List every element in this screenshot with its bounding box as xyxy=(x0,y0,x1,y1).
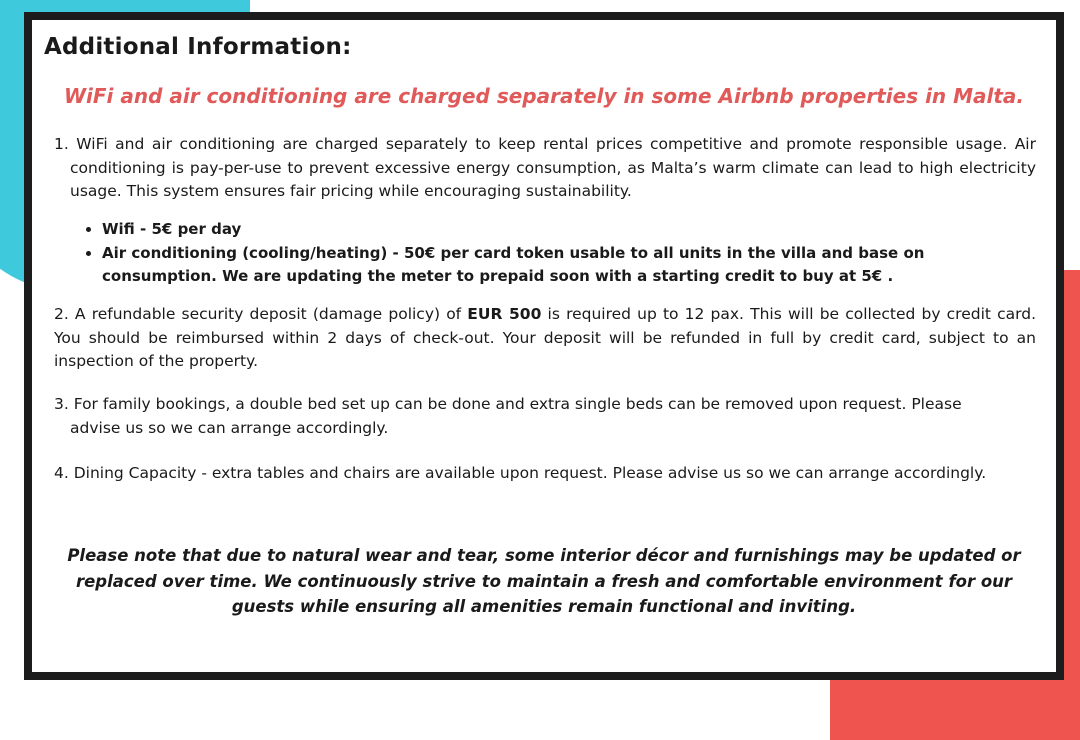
charges-list xyxy=(82,218,1032,289)
wifi-ac-item: 1. WiFi and air conditioning are charged separately to keep rental prices competitive and promote responsible usage. Air conditioning is pay-per-use to prevent excessive energy consumption, as Malta’s warm climate can lead to high electricity usage. This system ensures fair pricing while encouraging sustainability. xyxy=(54,135,1036,200)
deposit-text-start: 2. A refundable security deposit (damage policy) of xyxy=(54,305,468,323)
deposit-amount: EUR 500 xyxy=(467,305,542,323)
deposit-text-end: is required up to 12 pax. This will be collected by credit card. You should be reimbursed within 2 days of check-out. Your deposit will be refunded in full by credit card, subject to an inspection of the property. xyxy=(54,305,1037,370)
dining-capacity-item: 4. Dining Capacity - extra tables and chairs are available upon request. Please advise us so we can arrange accordingly. xyxy=(54,464,987,482)
highlight-subtitle: WiFi and air conditioning are charged separately in some Airbnb properties in Malta. xyxy=(63,84,1025,108)
page-title: Additional Information: xyxy=(44,34,352,60)
family-bookings-item: 3. For family bookings, a double bed set up can be done and extra single beds can be removed upon request. Please advise us so we can arrange accordingly. xyxy=(54,395,962,437)
info-card xyxy=(24,12,1064,680)
ac-charge: • Air conditioning (cooling/heating) - 50€ per card token usable to all units in the villa and base on consumption. We are updating the meter to prepaid soon with a starting credit to buy at 5€ . xyxy=(102,242,1032,289)
closing-note: Please note that due to natural wear and tear, some interior décor and furnishings may be updated or replaced over time. We continuously strive to maintain a fresh and comfortable environment for our guests while ensuring all amenities remain functional and inviting. xyxy=(67,546,1021,616)
deposit-item xyxy=(54,303,1036,374)
wifi-charge: • Wifi - 5€ per day xyxy=(102,218,1032,242)
